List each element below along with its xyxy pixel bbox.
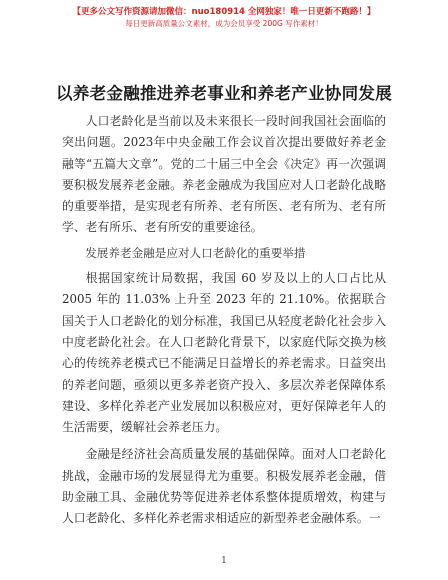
paragraph-finance: 金融是经济社会高质量发展的基础保障。面对人口老龄化挑战，金融市场的发展显得尤为重要。积极发展养老金融，借助金融工具、金融优势等促进养老体系整体提质增效，构建与人口老龄化、多样化养老需求相适应的新型养老金融体系。一 xyxy=(62,447,386,526)
promo-banner xyxy=(0,6,448,29)
paragraph-intro: 人口老龄化是当前以及未来很长一段时间我国社会面临的突出问题。2023年中央金融工作会议首次提出要做好养老金融等“五篇大文章”。党的二十届三中全会《决定》再一次强调要积极发展养老金融。养老金融成为我国应对人口老龄化战略的重要举措，是实现老有所养、老有所医、老有所为、老有所学、老有所乐、老有所安的重要途径。 xyxy=(62,114,386,235)
paragraph-statistics: 根据国家统计局数据，我国 60 岁及以上的人口占比从 2005 年的 11.03% 上升至 2023 年的 21.10%。依据联合国关于人口老龄化的划分标准，我国已从轻度老龄化社会步入中度老龄化社会。在人口老龄化背景下，以家庭代际交换为核心的传统养老模式已不能满足日益增长的养老需求。日益突出的养老问题，亟须以更多养老资产投入、多层次养老保障体系建设、多样化养老产业发展加以积极应对，更好保障老年人的生活需要，缓解社会养老压力。 xyxy=(62,271,386,435)
section-heading: 发展养老金融是应对人口老龄化的重要举措 xyxy=(85,245,306,260)
page-number: 1 xyxy=(221,556,227,566)
document-title: 以养老金融推进养老事业和养老产业协同发展 xyxy=(56,84,392,103)
document-body xyxy=(62,111,386,530)
promo-banner-line-1: 【更多公文写作资源请加微信：nuo180914 全网独家！唯一日更新不跑路！】 xyxy=(72,7,376,17)
promo-banner-line-2: 每日更新高质量公文素材，成为会员享受 200G 写作素材！ xyxy=(125,19,323,28)
